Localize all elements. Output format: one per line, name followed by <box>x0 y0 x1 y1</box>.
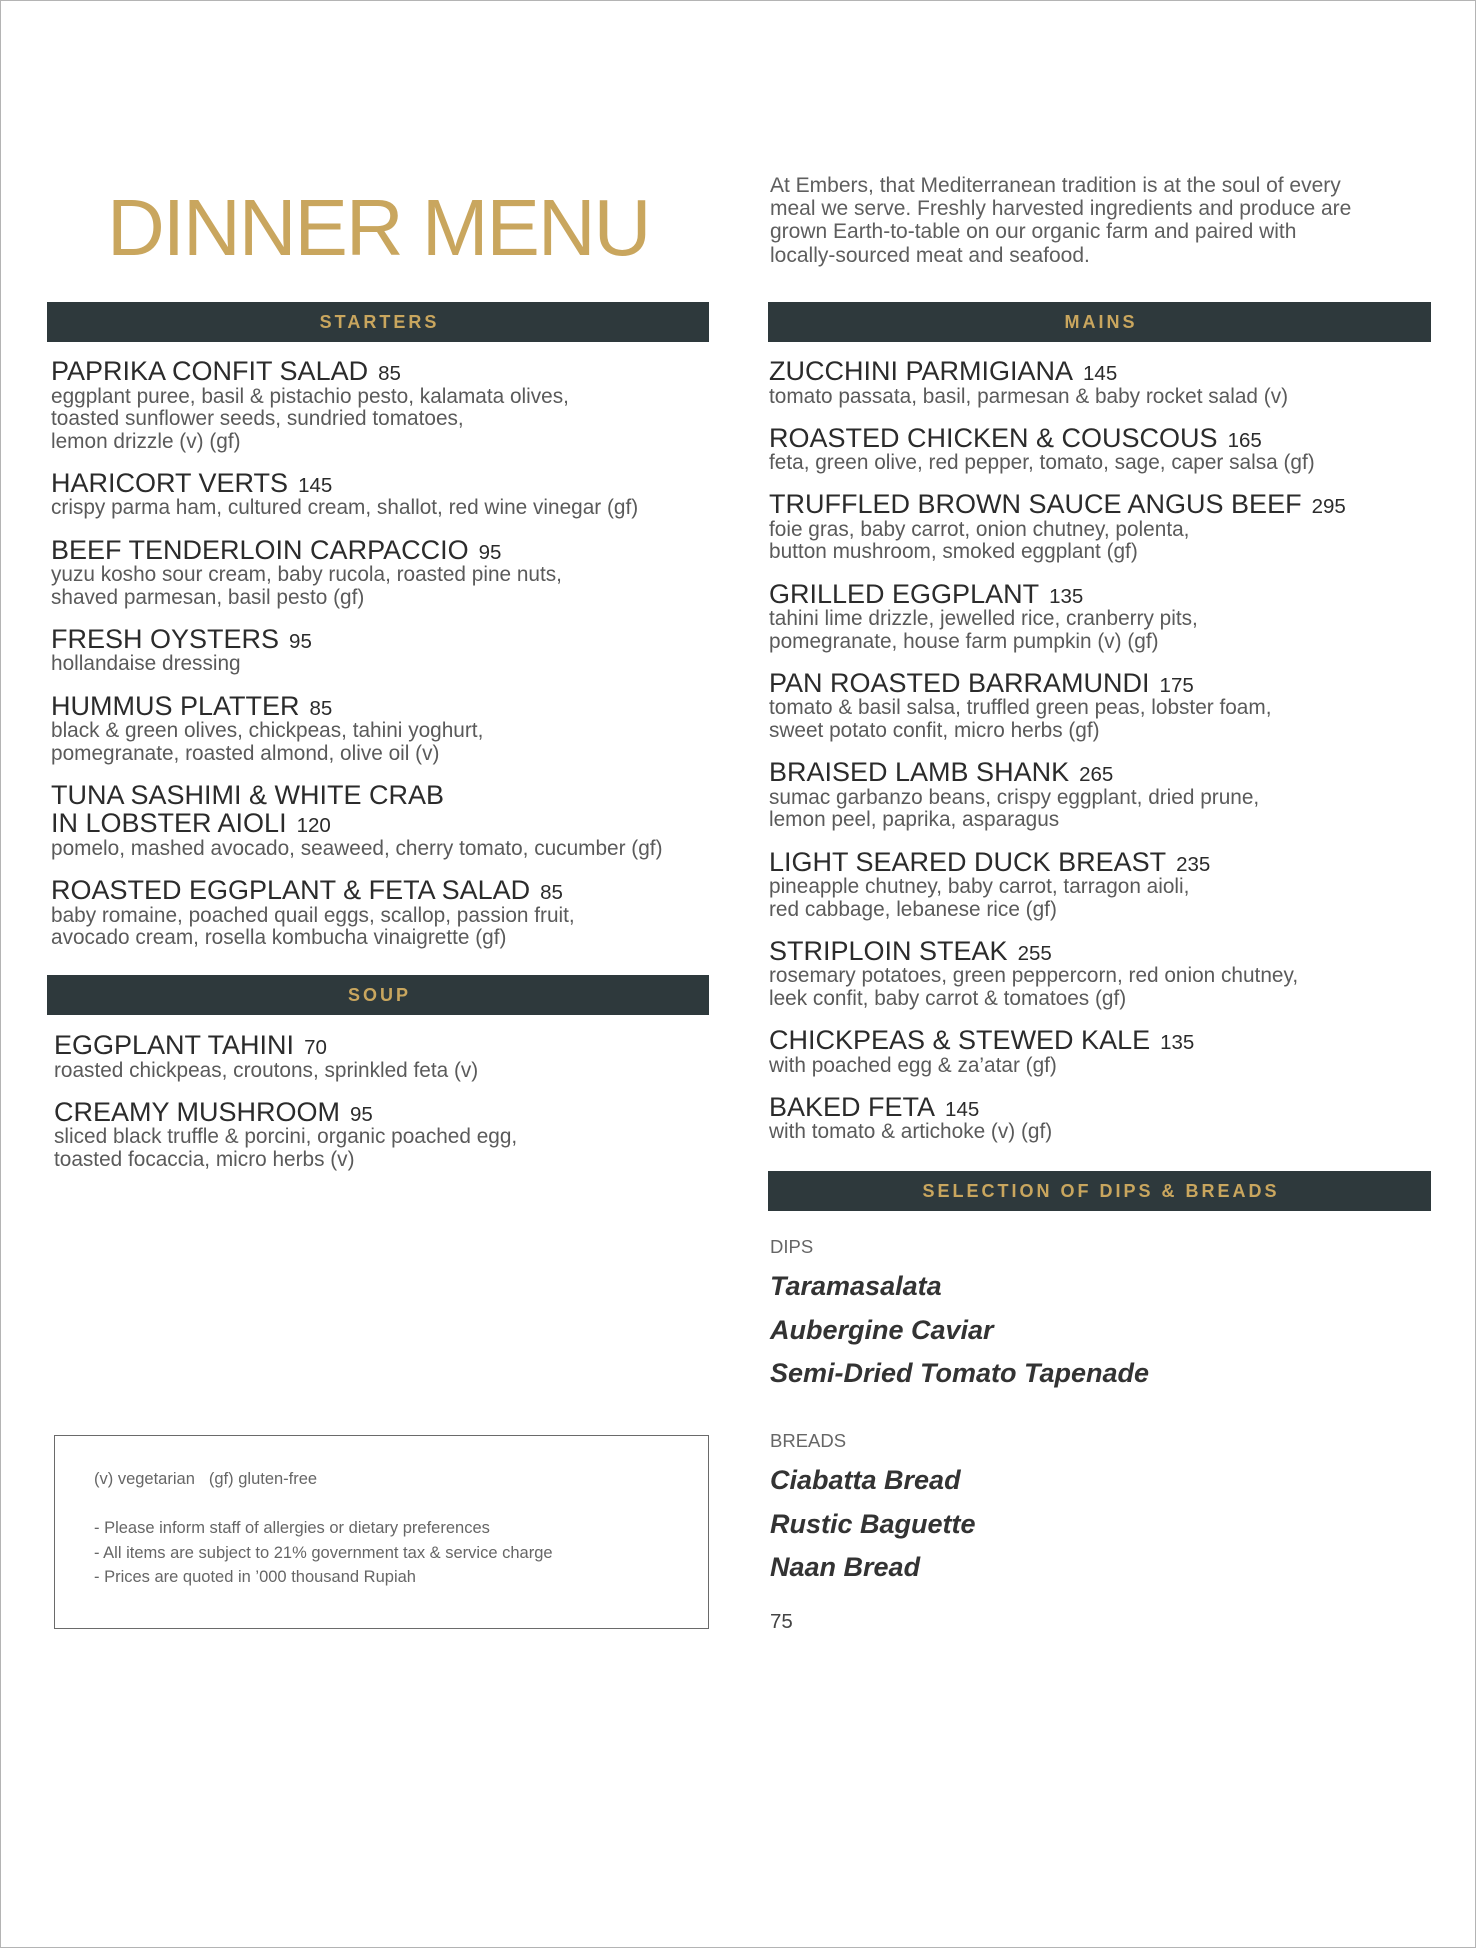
item-price: 85 <box>540 881 563 904</box>
note-line: - Prices are quoted in ’000 thousand Rupiah <box>94 1568 416 1587</box>
description-line: eggplant puree, basil & pistachio pesto, kalamata olives, <box>51 384 569 408</box>
item-title <box>769 758 1429 787</box>
description-line: with tomato & artichoke (v) (gf) <box>769 1120 1053 1144</box>
description-line: tomato & basil salsa, truffled green peas, lobster foam, <box>769 696 1272 720</box>
item-title <box>769 580 1429 609</box>
description-line: pomegranate, house farm pumpkin (v) (gf) <box>769 629 1159 653</box>
bread-item: Rustic Baguette <box>770 1508 976 1539</box>
description-line: pomegranate, roasted almond, olive oil (v) <box>51 741 440 765</box>
main-item <box>769 937 1429 1011</box>
dips-list <box>770 1265 1149 1396</box>
item-description <box>51 653 701 676</box>
description-line: shaved parmesan, basil pesto (gf) <box>51 585 365 609</box>
legend-gluten-free: (gf) gluten-free <box>208 1470 318 1488</box>
item-description <box>769 1055 1429 1078</box>
main-item <box>769 1093 1429 1144</box>
item-price: 145 <box>945 1097 980 1121</box>
item-name: PAPRIKA CONFIT SALAD <box>51 356 369 386</box>
item-name: FRESH OYSTERS <box>51 623 280 654</box>
description-line: baby romaine, poached quail eggs, scallop, passion fruit, <box>51 903 575 927</box>
intro-line: grown Earth-to-table on our organic farm and paired with <box>770 220 1297 244</box>
item-name: BEEF TENDERLOIN CARPACCIO <box>51 534 469 565</box>
item-title <box>51 876 701 905</box>
description-line: toasted focaccia, micro herbs (v) <box>54 1147 355 1171</box>
item-name: EGGPLANT TAHINI <box>54 1030 295 1060</box>
soup-item <box>54 1098 704 1172</box>
item-title <box>769 424 1429 453</box>
item-price: 120 <box>296 814 331 838</box>
main-item <box>769 424 1429 475</box>
description-line: foie gras, baby carrot, onion chutney, polenta, <box>769 517 1190 541</box>
item-title <box>769 490 1429 519</box>
item-price: 135 <box>1049 584 1084 608</box>
dips-breads-heading: SELECTION OF DIPS & BREADS <box>768 1171 1431 1211</box>
item-name: ROASTED EGGPLANT & FETA SALAD <box>51 875 531 905</box>
item-price: 70 <box>304 1036 327 1059</box>
bread-item: Naan Bread <box>770 1552 921 1582</box>
item-name: BAKED FETA <box>769 1091 936 1122</box>
item-name: CHICKPEAS & STEWED KALE <box>769 1025 1151 1056</box>
item-name: CREAMY MUSHROOM <box>54 1096 341 1127</box>
description-line: leek confit, baby carrot & tomatoes (gf) <box>769 986 1127 1010</box>
dietary-legend <box>94 1467 708 1492</box>
menu-title: DINNER MENU <box>107 183 650 272</box>
item-title <box>769 848 1429 877</box>
description-line: black & green olives, chickpeas, tahini yoghurt, <box>51 719 484 743</box>
item-name: LIGHT SEARED DUCK BREAST <box>769 846 1167 877</box>
item-title <box>54 1098 704 1127</box>
item-title <box>769 937 1429 966</box>
item-name: ROASTED CHICKEN & COUSCOUS <box>769 422 1218 453</box>
item-name: STRIPLOIN STEAK <box>769 935 1008 966</box>
item-title <box>769 1026 1429 1055</box>
item-price: 235 <box>1176 852 1211 876</box>
main-item <box>769 1026 1429 1077</box>
item-price: 95 <box>289 629 312 653</box>
item-title <box>51 692 701 721</box>
item-title <box>51 625 701 654</box>
item-description <box>769 965 1429 1010</box>
description-line: with poached egg & za’atar (gf) <box>769 1053 1057 1077</box>
description-line: roasted chickpeas, croutons, sprinkled feta (v) <box>54 1058 479 1082</box>
description-line: avocado cream, rosella kombucha vinaigrette (gf) <box>51 926 507 950</box>
soup-heading: SOUP <box>47 975 709 1015</box>
starter-item <box>51 781 701 861</box>
breads-label: BREADS <box>770 1430 847 1451</box>
legend-vegetarian: (v) vegetarian <box>94 1470 195 1488</box>
item-description <box>51 720 701 765</box>
item-price: 85 <box>309 696 333 720</box>
item-title <box>51 469 701 498</box>
item-description <box>51 838 701 861</box>
description-line: lemon drizzle (v) (gf) <box>51 429 241 453</box>
item-name: BRAISED LAMB SHANK <box>769 757 1070 788</box>
description-line: tomato passata, basil, parmesan & baby rocket salad (v) <box>769 384 1289 408</box>
dip-item: Aubergine Caviar <box>770 1314 994 1345</box>
dips-breads-price: 75 <box>770 1610 793 1633</box>
intro-paragraph <box>770 174 1351 267</box>
item-name: HARICORT VERTS <box>51 467 289 498</box>
item-title <box>769 669 1429 698</box>
item-description <box>51 386 701 454</box>
item-price: 135 <box>1160 1031 1195 1055</box>
starter-item <box>51 469 701 520</box>
description-line: crispy parma ham, cultured cream, shallot, red wine vinegar (gf) <box>51 496 639 520</box>
item-description <box>769 697 1429 742</box>
item-description <box>769 452 1429 475</box>
description-line: lemon peel, paprika, asparagus <box>769 808 1060 832</box>
starters-list <box>51 357 701 965</box>
main-item <box>769 357 1429 408</box>
dips-label: DIPS <box>770 1236 814 1257</box>
item-name: PAN ROASTED BARRAMUNDI <box>769 667 1150 698</box>
description-line: sumac garbanzo beans, crispy eggplant, dried prune, <box>769 785 1260 809</box>
item-name: TRUFFLED BROWN SAUCE ANGUS BEEF <box>769 489 1302 520</box>
description-line: sliced black truffle & porcini, organic poached egg, <box>54 1125 518 1149</box>
item-description <box>769 787 1429 832</box>
item-price: 165 <box>1227 428 1262 452</box>
description-line: hollandaise dressing <box>51 652 241 676</box>
item-title <box>51 357 701 386</box>
item-description <box>769 1121 1429 1144</box>
item-description <box>769 608 1429 653</box>
item-title-continued <box>51 809 701 838</box>
breads-list <box>770 1459 976 1590</box>
item-price: 265 <box>1079 763 1114 787</box>
item-description <box>54 1126 704 1171</box>
starter-item <box>51 536 701 610</box>
starter-item <box>51 357 701 453</box>
description-line: toasted sunflower seeds, sundried tomatoes, <box>51 407 464 431</box>
item-price: 95 <box>350 1102 373 1126</box>
item-description <box>769 386 1429 409</box>
description-line: rosemary potatoes, green peppercorn, red onion chutney, <box>769 964 1299 988</box>
main-item <box>769 669 1429 743</box>
item-name: GRILLED EGGPLANT <box>769 578 1040 609</box>
mains-list <box>769 357 1429 1159</box>
item-price: 145 <box>1083 362 1118 385</box>
item-description <box>769 876 1429 921</box>
starters-heading: STARTERS <box>47 302 709 342</box>
starter-item <box>51 692 701 766</box>
description-line: feta, green olive, red pepper, tomato, sage, caper salsa (gf) <box>769 451 1315 475</box>
soup-item <box>54 1031 704 1082</box>
description-line: button mushroom, smoked eggplant (gf) <box>769 540 1138 564</box>
main-item <box>769 848 1429 922</box>
item-title <box>51 536 701 565</box>
starter-item <box>51 876 701 950</box>
item-description <box>51 564 701 609</box>
starter-item <box>51 625 701 676</box>
item-title <box>54 1031 704 1060</box>
main-item <box>769 580 1429 654</box>
description-line: tahini lime drizzle, jewelled rice, cranberry pits, <box>769 607 1198 631</box>
description-line: pomelo, mashed avocado, seaweed, cherry tomato, cucumber (gf) <box>51 836 663 860</box>
intro-line: At Embers, that Mediterranean tradition is at the soul of every <box>770 174 1341 197</box>
main-item <box>769 758 1429 832</box>
description-line: red cabbage, lebanese rice (gf) <box>769 897 1057 921</box>
item-price: 295 <box>1311 495 1346 519</box>
item-title <box>769 1093 1429 1122</box>
item-name: TUNA SASHIMI & WHITE CRAB <box>51 779 445 810</box>
description-line: sweet potato confit, micro herbs (gf) <box>769 719 1100 743</box>
item-price: 175 <box>1159 673 1194 697</box>
bread-item: Ciabatta Bread <box>770 1465 961 1495</box>
note-line: - Please inform staff of allergies or dietary preferences <box>94 1518 490 1537</box>
item-name-continued: IN LOBSTER AIOLI <box>51 808 287 839</box>
main-item <box>769 490 1429 564</box>
description-line: pineapple chutney, baby carrot, tarragon aioli, <box>769 875 1190 898</box>
intro-line: meal we serve. Freshly harvested ingredients and produce are <box>770 197 1352 221</box>
mains-heading: MAINS <box>768 302 1431 342</box>
item-title <box>769 357 1429 386</box>
item-name: HUMMUS PLATTER <box>51 690 300 721</box>
note-line: - All items are subject to 21% government tax & service charge <box>94 1543 553 1562</box>
item-price: 85 <box>378 362 401 385</box>
item-price: 255 <box>1017 941 1052 965</box>
item-description <box>51 905 701 950</box>
item-description <box>51 497 701 520</box>
intro-line: locally-sourced meat and seafood. <box>770 243 1090 267</box>
description-line: yuzu kosho sour cream, baby rucola, roasted pine nuts, <box>51 563 562 587</box>
item-price: 145 <box>298 473 333 497</box>
dip-item: Taramasalata <box>770 1271 942 1301</box>
soup-list <box>54 1031 704 1187</box>
item-name: ZUCCHINI PARMIGIANA <box>769 356 1074 386</box>
item-price: 95 <box>478 540 502 564</box>
item-description <box>769 519 1429 564</box>
item-title <box>51 781 701 810</box>
dip-item: Semi-Dried Tomato Tapenade <box>770 1358 1150 1388</box>
item-description <box>54 1060 704 1083</box>
dietary-notes-box <box>54 1435 709 1629</box>
